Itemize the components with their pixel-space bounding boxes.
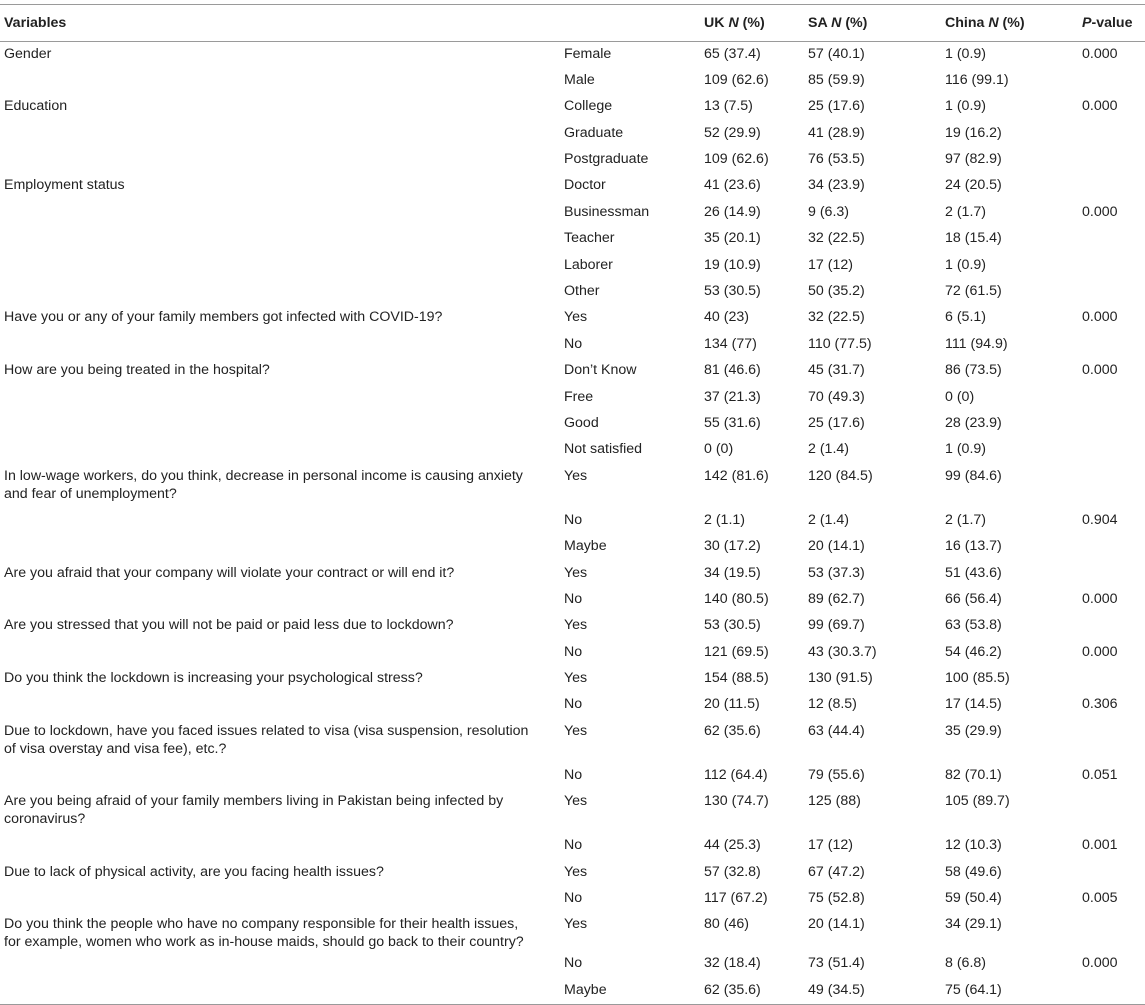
uk-value-cell: 30 (17.2) [704,538,761,555]
china-value-cell: 35 (29.9) [945,722,1002,739]
china-value-cell: 8 (6.8) [945,955,987,972]
table-row [0,279,1145,305]
china-value-cell: 1 (0.9) [945,441,987,458]
option-cell: Don’t Know [564,362,637,379]
p-value-cell [1078,978,1145,1004]
variable-cell [0,692,560,718]
china-value-cell: 2 (1.7) [945,203,987,220]
uk-value-cell: 40 (23) [704,309,749,326]
sa-value-cell: 99 (69.7) [808,617,865,634]
china-value-cell: 34 (29.1) [945,916,1002,933]
option-cell: Yes [564,467,588,484]
uk-value-cell: 62 (35.6) [704,722,761,739]
table-row [0,253,1145,279]
sa-value-cell: 45 (31.7) [808,362,865,379]
header-option [560,5,700,42]
variable-cell [0,332,560,358]
option-cell: Doctor [564,177,606,194]
table-row [0,121,1145,147]
china-value-cell: 1 (0.9) [945,256,987,273]
china-value-cell: 82 (70.1) [945,766,1002,783]
china-value-cell: 75 (64.1) [941,978,1078,1004]
header-sa: SA N (%) [804,5,941,42]
p-value-cell [1078,226,1145,252]
header-row [0,5,1145,42]
sa-value-cell: 49 (34.5) [804,978,941,1004]
uk-value-cell: 57 (32.8) [704,863,761,880]
uk-value-cell: 26 (14.9) [704,203,761,220]
table-row [0,640,1145,666]
option-cell: Laborer [564,256,613,273]
table-row [0,358,1145,384]
variable-cell [0,978,560,1004]
china-value-cell: 0 (0) [945,388,975,405]
option-cell: Yes [564,617,588,634]
p-value-cell [1078,719,1145,763]
table-row [0,951,1145,977]
sa-value-cell: 110 (77.5) [808,335,872,352]
uk-value-cell: 80 (46) [704,916,749,933]
p-value-cell [1078,561,1145,587]
variable-cell [0,587,560,613]
uk-value-cell: 44 (25.3) [704,837,761,854]
variable-cell [0,437,560,463]
table-row [0,464,1145,508]
p-value-cell [1078,121,1145,147]
china-value-cell: 6 (5.1) [945,309,987,326]
option-cell: Maybe [560,978,700,1004]
p-value-cell [1078,613,1145,639]
table-row [0,94,1145,120]
uk-value-cell: 140 (80.5) [704,590,769,607]
variable-cell: Are you being afraid of your family members living in Pakistan being infected by coronavirus? [4,793,504,828]
header-pvalue: P-value [1078,5,1145,42]
table-row [0,978,1145,1004]
variable-cell [0,763,560,789]
china-value-cell: 100 (85.5) [945,670,1010,687]
sa-value-cell: 17 (12) [808,837,853,854]
table-row [0,763,1145,789]
china-value-cell: 99 (84.6) [945,467,1002,484]
option-cell: No [564,643,583,660]
uk-value-cell: 53 (30.5) [704,617,761,634]
china-value-cell: 16 (13.7) [945,538,1002,555]
sa-value-cell: 25 (17.6) [808,414,865,431]
option-cell: No [564,766,583,783]
china-value-cell: 1 (0.9) [945,46,987,62]
china-value-cell: 12 (10.3) [945,837,1002,854]
variable-cell [0,279,560,305]
p-value-cell: 0.000 [1082,955,1118,972]
header-uk: UK N (%) [700,5,804,42]
table-row [0,613,1145,639]
variable-cell: Education [4,98,68,115]
china-value-cell: 111 (94.9) [945,335,1008,352]
uk-value-cell: 41 (23.6) [704,177,761,194]
sa-value-cell: 73 (51.4) [808,955,865,972]
table-row [0,719,1145,763]
uk-value-cell: 134 (77) [704,335,757,352]
p-value-cell: 0.000 [1082,309,1118,326]
sa-value-cell: 76 (53.5) [808,151,865,168]
sa-value-cell: 2 (1.4) [808,441,850,458]
table-row [0,561,1145,587]
sa-value-cell: 17 (12) [808,256,853,273]
option-cell: No [564,696,583,713]
table-row [0,860,1145,886]
china-value-cell: 1 (0.9) [945,98,987,115]
china-value-cell: 18 (15.4) [945,230,1002,247]
uk-value-cell: 35 (20.1) [704,230,761,247]
sa-value-cell: 34 (23.9) [808,177,865,194]
sa-value-cell: 50 (35.2) [808,283,865,300]
variable-cell: Have you or any of your family members got infected with COVID-19? [4,309,443,326]
uk-value-cell: 109 (62.6) [704,151,769,168]
p-value-cell: 0.005 [1082,890,1118,907]
sa-value-cell: 32 (22.5) [808,309,865,326]
table-row [0,147,1145,173]
p-value-cell [1078,860,1145,886]
option-cell: Graduate [564,124,624,141]
p-value-cell [1078,173,1145,199]
table-row [0,305,1145,331]
table-row [0,833,1145,859]
option-cell: Yes [564,916,588,933]
option-cell: Male [564,71,595,88]
variable-cell [0,200,560,226]
survey-table [0,4,1145,1005]
p-value-cell [1078,253,1145,279]
uk-value-cell: 34 (19.5) [704,564,761,581]
p-value-cell: 0.000 [1082,98,1118,115]
table-row [0,437,1145,463]
china-value-cell: 51 (43.6) [945,564,1002,581]
p-value-cell [1078,279,1145,305]
table-row [0,173,1145,199]
p-value-cell: 0.000 [1082,362,1118,379]
variable-cell [0,886,560,912]
china-value-cell: 24 (20.5) [945,177,1002,194]
header-variables: Variables [0,5,560,42]
sa-value-cell: 57 (40.1) [808,46,865,62]
option-cell: No [564,335,583,352]
option-cell: Yes [564,309,588,326]
p-value-cell: 0.051 [1082,766,1118,783]
p-value-cell [1078,411,1145,437]
p-value-cell [1078,464,1145,508]
uk-value-cell: 53 (30.5) [704,283,761,300]
option-cell: Businessman [564,203,650,220]
uk-value-cell: 130 (74.7) [704,793,769,810]
table-row [0,789,1145,833]
table-row [0,200,1145,226]
option-cell: Yes [564,670,588,687]
uk-value-cell: 112 (64.4) [704,766,768,783]
variable-cell [0,121,560,147]
header-china: China N (%) [941,5,1078,42]
uk-value-cell: 20 (11.5) [704,696,760,713]
table-row [0,666,1145,692]
sa-value-cell: 75 (52.8) [808,890,865,907]
p-value-cell [1078,332,1145,358]
china-value-cell: 17 (14.5) [945,696,1002,713]
option-cell: Other [564,283,600,300]
uk-value-cell: 109 (62.6) [704,71,769,88]
table-row [0,912,1145,951]
sa-value-cell: 79 (55.6) [808,766,865,783]
option-cell: No [564,590,583,607]
sa-value-cell: 125 (88) [808,793,861,810]
china-value-cell: 19 (16.2) [945,124,1002,141]
p-value-cell: 0.000 [1082,643,1118,660]
uk-value-cell: 142 (81.6) [704,467,769,484]
sa-value-cell: 43 (30.3.7) [808,643,877,660]
china-value-cell: 116 (99.1) [945,71,1009,88]
china-value-cell: 58 (49.6) [945,863,1002,880]
option-cell: No [564,511,583,528]
uk-value-cell: 52 (29.9) [704,124,761,141]
table-row [0,508,1145,534]
option-cell: College [564,98,613,115]
china-value-cell: 86 (73.5) [945,362,1002,379]
uk-value-cell: 81 (46.6) [704,362,761,379]
p-value-cell: 0.000 [1082,46,1118,62]
sa-value-cell: 12 (8.5) [808,696,857,713]
variable-cell [0,951,560,977]
option-cell: Not satisfied [564,441,643,458]
p-value-cell: 0.000 [1082,203,1118,220]
variable-cell: Due to lack of physical activity, are you facing health issues? [4,863,384,880]
uk-value-cell: 154 (88.5) [704,670,769,687]
china-value-cell: 72 (61.5) [945,283,1002,300]
variable-cell [0,226,560,252]
uk-value-cell: 2 (1.1) [704,511,746,528]
variable-cell: Due to lockdown, have you faced issues related to visa (visa suspension, resolution of visa overstay and visa fee), etc.? [4,722,529,757]
table-row [0,534,1145,560]
variable-cell: Employment status [4,177,125,194]
table-row [0,692,1145,718]
china-value-cell: 54 (46.2) [945,643,1002,660]
sa-value-cell: 63 (44.4) [808,722,865,739]
variable-cell: Do you think the lockdown is increasing your psychological stress? [4,670,423,687]
p-value-cell [1078,534,1145,560]
option-cell: Teacher [564,230,615,247]
p-value-cell [1078,666,1145,692]
variable-cell: Gender [4,46,52,62]
variable-cell [0,833,560,859]
p-value-cell [1078,385,1145,411]
variable-cell [0,508,560,534]
variable-cell: Do you think the people who have no company responsible for their health issues, for example, women who work as in-house maids, should go back to their country? [4,916,524,951]
variable-cell: Are you afraid that your company will violate your contract or will end it? [4,564,455,581]
p-value-cell: 0.904 [1082,511,1118,528]
p-value-cell [1078,789,1145,833]
sa-value-cell: 85 (59.9) [808,71,865,88]
p-value-cell [1078,437,1145,463]
table-row [0,587,1145,613]
option-cell: Maybe [564,538,607,555]
p-value-cell: 0.001 [1082,837,1118,854]
sa-value-cell: 120 (84.5) [808,467,873,484]
p-value-cell [1078,147,1145,173]
option-cell: No [564,955,583,972]
sa-value-cell: 32 (22.5) [808,230,865,247]
sa-value-cell: 53 (37.3) [808,564,865,581]
p-value-cell: 0.000 [1082,590,1118,607]
variable-cell: In low-wage workers, do you think, decrease in personal income is causing anxiety and fear of unemployment? [4,467,523,502]
china-value-cell: 63 (53.8) [945,617,1002,634]
variable-cell [0,534,560,560]
sa-value-cell: 89 (62.7) [808,590,865,607]
table-row [0,226,1145,252]
table-row [0,68,1145,94]
sa-value-cell: 70 (49.3) [808,388,865,405]
option-cell: No [564,837,583,854]
sa-value-cell: 67 (47.2) [808,863,865,880]
china-value-cell: 2 (1.7) [945,511,987,528]
china-value-cell: 97 (82.9) [945,151,1002,168]
table-body [0,42,1145,1005]
table-row [0,411,1145,437]
sa-value-cell: 20 (14.1) [808,538,865,555]
sa-value-cell: 25 (17.6) [808,98,865,115]
p-value-cell: 0.306 [1082,696,1118,713]
table-row [0,385,1145,411]
uk-value-cell: 65 (37.4) [704,46,761,62]
option-cell: Yes [564,564,588,581]
china-value-cell: 59 (50.4) [945,890,1002,907]
sa-value-cell: 130 (91.5) [808,670,873,687]
china-value-cell: 105 (89.7) [945,793,1010,810]
china-value-cell: 28 (23.9) [945,414,1002,431]
uk-value-cell: 117 (67.2) [704,890,768,907]
uk-value-cell: 37 (21.3) [704,388,761,405]
uk-value-cell: 121 (69.5) [704,643,769,660]
option-cell: Free [564,388,594,405]
uk-value-cell: 0 (0) [704,441,734,458]
variable-cell [0,640,560,666]
option-cell: Yes [564,722,588,739]
variable-cell: How are you being treated in the hospital? [4,362,270,379]
sa-value-cell: 41 (28.9) [808,124,865,141]
uk-value-cell: 55 (31.6) [704,414,761,431]
option-cell: Postgraduate [564,151,649,168]
option-cell: Yes [564,863,588,880]
table-row [0,332,1145,358]
variable-cell [0,68,560,94]
uk-value-cell: 19 (10.9) [704,256,761,273]
sa-value-cell: 20 (14.1) [808,916,865,933]
variable-cell: Are you stressed that you will not be paid or paid less due to lockdown? [4,617,454,634]
variable-cell [0,147,560,173]
sa-value-cell: 2 (1.4) [808,511,850,528]
uk-value-cell: 32 (18.4) [704,955,761,972]
option-cell: No [564,890,583,907]
option-cell: Yes [564,793,588,810]
variable-cell [0,411,560,437]
uk-value-cell: 62 (35.6) [700,978,804,1004]
table-row [0,42,1145,68]
option-cell: Female [564,46,612,62]
uk-value-cell: 13 (7.5) [704,98,753,115]
option-cell: Good [564,414,599,431]
table-row [0,886,1145,912]
china-value-cell: 66 (56.4) [945,590,1002,607]
variable-cell [0,253,560,279]
sa-value-cell: 9 (6.3) [808,203,850,220]
p-value-cell [1078,912,1145,951]
variable-cell [0,385,560,411]
p-value-cell [1078,68,1145,94]
